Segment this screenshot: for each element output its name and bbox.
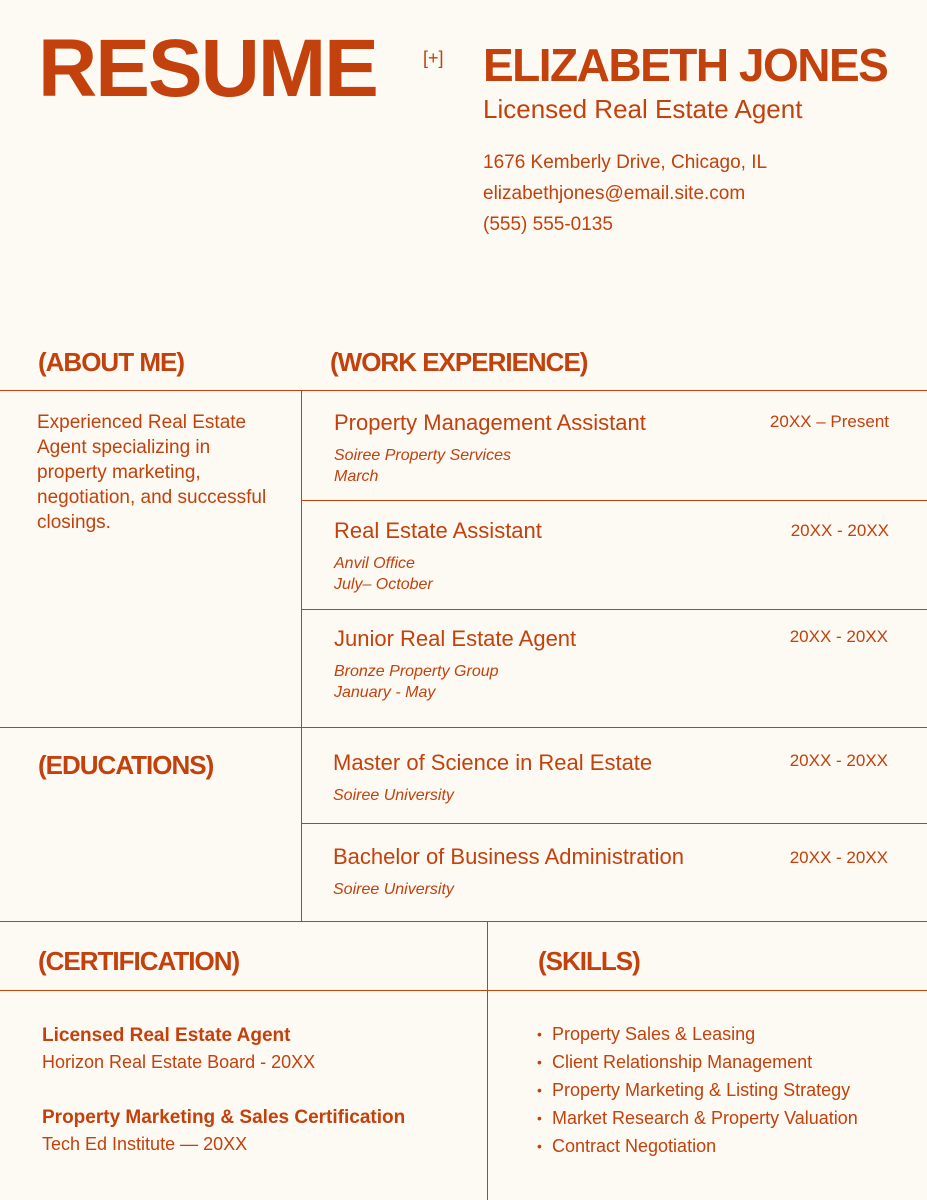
work-item-dates: 20XX - 20XX bbox=[790, 521, 889, 540]
about-text: Experienced Real Estate Agent specializing in property marketing, negotiation, and successful closings. bbox=[37, 412, 267, 533]
about-heading: (ABOUT ME) bbox=[38, 347, 184, 377]
resume-title: RESUME bbox=[38, 23, 377, 114]
education-heading: (EDUCATIONS) bbox=[38, 750, 214, 780]
bullet-icon: • bbox=[537, 1026, 542, 1042]
skill-item bbox=[537, 1132, 858, 1160]
work-item-title: Junior Real Estate Agent bbox=[334, 626, 577, 651]
bullet-icon: • bbox=[537, 1110, 542, 1126]
skills-heading: (SKILLS) bbox=[538, 946, 640, 976]
certification-issuer: Tech Ed Institute — 20XX bbox=[42, 1134, 248, 1154]
education-item bbox=[333, 846, 684, 900]
work-item-company: Soiree Property Services bbox=[334, 447, 511, 464]
divider-line bbox=[301, 609, 927, 610]
candidate-name: ELIZABETH JONES bbox=[483, 39, 888, 91]
certification-name: Licensed Real Estate Agent bbox=[42, 1025, 291, 1046]
work-item-company: Bronze Property Group bbox=[334, 663, 499, 680]
contact-address: 1676 Kemberly Drive, Chicago, IL bbox=[483, 152, 768, 173]
skill-label: Contract Negotiation bbox=[552, 1136, 717, 1156]
skill-label: Property Marketing & Listing Strategy bbox=[552, 1080, 851, 1100]
divider-line bbox=[301, 500, 927, 501]
bullet-icon: • bbox=[537, 1054, 542, 1070]
skill-item bbox=[537, 1076, 858, 1104]
work-item-title: Real Estate Assistant bbox=[334, 518, 542, 543]
divider-line bbox=[0, 921, 927, 922]
divider-line bbox=[301, 823, 927, 824]
work-item bbox=[334, 628, 576, 703]
divider-line bbox=[487, 921, 488, 1200]
work-item-title: Property Management Assistant bbox=[334, 410, 646, 435]
candidate-job-title: Licensed Real Estate Agent bbox=[483, 94, 803, 124]
education-dates: 20XX - 20XX bbox=[789, 751, 888, 770]
education-item bbox=[333, 752, 652, 806]
divider-line bbox=[0, 727, 927, 728]
contact-phone: (555) 555-0135 bbox=[483, 214, 613, 235]
work-heading: (WORK EXPERIENCE) bbox=[330, 347, 588, 377]
work-item-period: March bbox=[334, 468, 379, 485]
work-item-period: July– October bbox=[334, 576, 433, 593]
work-item-company: Anvil Office bbox=[334, 555, 415, 572]
work-item-dates: 20XX - 20XX bbox=[789, 627, 888, 646]
skill-item bbox=[537, 1048, 858, 1076]
work-item-dates: 20XX – Present bbox=[769, 412, 889, 431]
education-dates: 20XX - 20XX bbox=[789, 848, 888, 867]
work-item bbox=[334, 520, 542, 595]
bullet-icon: • bbox=[537, 1138, 542, 1154]
certification-heading: (CERTIFICATION) bbox=[38, 946, 240, 976]
work-item-period: January - May bbox=[334, 684, 436, 701]
work-item bbox=[334, 412, 646, 487]
skill-label: Market Research & Property Valuation bbox=[552, 1108, 858, 1128]
divider-line bbox=[301, 390, 302, 922]
education-degree: Bachelor of Business Administration bbox=[333, 844, 684, 869]
education-school: Soiree University bbox=[333, 787, 454, 804]
skill-label: Client Relationship Management bbox=[552, 1052, 813, 1072]
certification-issuer: Horizon Real Estate Board - 20XX bbox=[42, 1052, 316, 1072]
education-school: Soiree University bbox=[333, 881, 454, 898]
certification-name: Property Marketing & Sales Certification bbox=[42, 1107, 406, 1128]
contact-email: elizabethjones@email.site.com bbox=[483, 183, 746, 204]
skill-item bbox=[537, 1104, 858, 1132]
skill-item bbox=[537, 1020, 858, 1048]
divider-line bbox=[0, 390, 927, 391]
expand-marker[interactable]: [+] bbox=[423, 48, 444, 68]
education-degree: Master of Science in Real Estate bbox=[333, 750, 653, 775]
bullet-icon: • bbox=[537, 1082, 542, 1098]
skill-label: Property Sales & Leasing bbox=[552, 1024, 756, 1044]
skills-list bbox=[537, 1020, 858, 1160]
divider-line bbox=[0, 990, 927, 991]
